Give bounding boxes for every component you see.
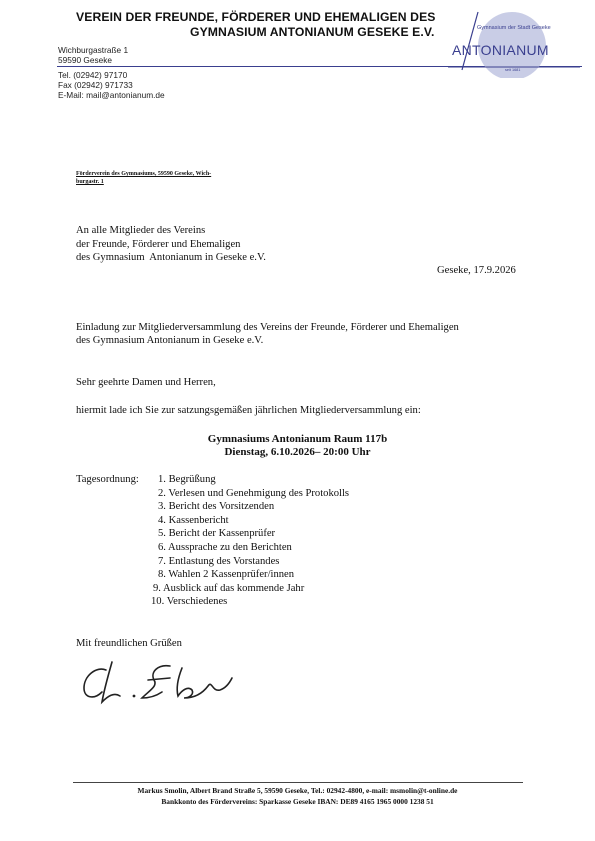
agenda-item: 10. Verschiedenes (151, 596, 228, 607)
subject-line-1: Einladung zur Mitgliederversammlung des Vereins der Freunde, Förderer und Ehemaligen (76, 322, 459, 333)
logo-word: ANTONIANUM (452, 42, 549, 58)
letterhead-title-line1: VEREIN DER FREUNDE, FÖRDERER UND EHEMALIGEN DES (76, 10, 436, 24)
agenda-item: 3. Bericht des Vorsitzenden (158, 501, 275, 512)
intro-text: hiermit lade ich Sie zur satzungsgemäßen jährlichen Mitgliederversammlung ein: (76, 405, 421, 416)
footer-line-2: Bankkonto des Fördervereins: Sparkasse Geseke IBAN: DE89 4165 1965 0000 1238 51 (161, 797, 434, 806)
salutation: Sehr geehrte Damen und Herren, (76, 377, 216, 388)
sender-line-2: burgastr. 1 (76, 179, 104, 185)
agenda-item: 9. Ausblick auf das kommende Jahr (153, 583, 305, 594)
meeting-datetime: Dienstag, 6.10.2026– 20:00 Uhr (224, 446, 371, 458)
agenda-item: 7. Entlastung des Vorstandes (158, 556, 280, 567)
footer-rule (73, 782, 523, 783)
recipient-line-3: des Gymnasium Antonianum in Geseke e.V. (76, 252, 266, 263)
logo-since: seit 1681 (505, 68, 521, 72)
agenda-label: Tagesordnung: (76, 474, 139, 485)
subject-line-2: des Gymnasium Antonianum in Geseke e.V. (76, 335, 264, 346)
recipient-line-2: der Freunde, Förderer und Ehemaligen (76, 239, 241, 250)
letterhead-email: E-Mail: mail@antonianum.de (58, 90, 165, 100)
agenda-item: 4. Kassenbericht (158, 515, 229, 526)
signature-icon (78, 656, 238, 708)
agenda-item: 8. Wahlen 2 Kassenprüfer/innen (158, 569, 295, 580)
agenda-item: 2. Verlesen und Genehmigung des Protokolls (158, 488, 350, 499)
logo-small-text: Gymnasium der Stadt Geseke (477, 25, 551, 31)
sender-line-1: Förderverein des Gymnasiums, 59590 Geseke, Wich- (76, 171, 212, 177)
letter-date: Geseke, 17.9.2026 (437, 265, 516, 276)
meeting-location: Gymnasiums Antonianum Raum 117b (207, 433, 388, 445)
closing: Mit freundlichen Grüßen (76, 638, 182, 649)
agenda-item: 5. Bericht der Kassenprüfer (158, 528, 276, 539)
letterhead-street: Wichburgastraße 1 (58, 45, 129, 55)
footer-line-1: Markus Smolin, Albert Brand Straße 5, 59590 Geseke, Tel.: 02942-4800, e-mail: msmolin@t-online.de (137, 786, 458, 795)
letterhead-title-line2: GYMNASIUM ANTONIANUM GESEKE E.V. (190, 25, 435, 39)
letterhead-fax: Fax (02942) 971733 (58, 80, 133, 90)
recipient-line-1: An alle Mitglieder des Vereins (76, 225, 206, 236)
agenda-item: 6. Aussprache zu den Berichten (158, 542, 292, 553)
letterhead-tel: Tel. (02942) 97170 (58, 70, 128, 80)
agenda-item: 1. Begrüßung (158, 474, 216, 485)
letterhead-city: 59590 Geseke (58, 55, 112, 65)
